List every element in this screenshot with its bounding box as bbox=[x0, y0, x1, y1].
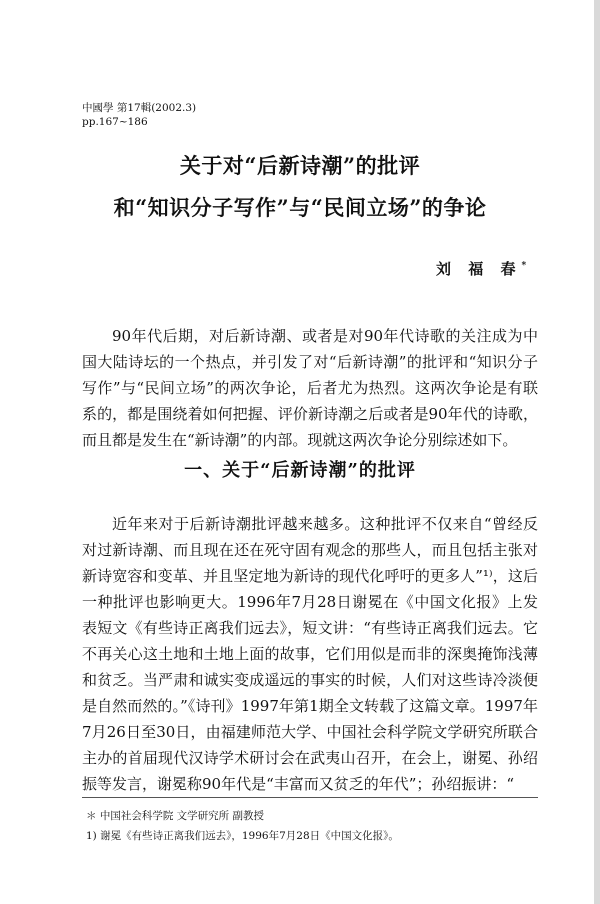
journal-pages: pp.167~186 bbox=[82, 116, 148, 128]
author-name: 刘 福 春 bbox=[436, 260, 522, 278]
title-line-2: 和“知识分子写作”与“民间立场”的争论 bbox=[113, 195, 487, 220]
scan-edge bbox=[594, 0, 600, 904]
journal-volume: 中國學 第17輯(2002.3) bbox=[82, 102, 197, 114]
footnote-divider bbox=[82, 797, 538, 798]
body-paragraph: 近年来对于后新诗潮批评越来越多。这种批评不仅来自“曾经反对过新诗潮、而且现在还在死守固有观念的那些人，而且包括主张对新诗宽容和变革、并且坚定地为新诗的现代化呼吁的更多人”¹⁾，这后一种批评也影响更大。1996年7月28日谢冕在《中国文化报》上发表短文《有些诗正离我们远去》，短文讲：“有些诗正离我们远去。它不再关心这土地和土地上面的故事，它们用似是而非的深奥掩饰浅薄和贫乏。当严肃和诚实变成遥远的事实的时候，人们对这些诗冷淡便是自然而然的。”《诗刊》1997年第1期全文转载了这篇文章。1997年7月26日至30日，由福建师范大学、中国社会科学院文学研究所联合主办的首届现代汉诗学术研讨会在武夷山召开，在会上，谢冕、孙绍振等发言，谢冕称90年代是“丰富而又贫乏的年代”；孙绍振讲：“ bbox=[82, 515, 538, 793]
author-affiliation-note: ＊ 中国社会科学院 文学研究所 副教授 bbox=[86, 810, 265, 822]
intro-paragraph: 90年代后期，对后新诗潮、或者是对90年代诗歌的关注成为中国大陆诗坛的一个热点，并引发了对“后新诗潮”的批评和“知识分子写作”与“民间立场”的两次争论，后者尤为热烈。这两次争论是有联系的，都是围绕着如何把握、评价新诗潮之后或者是90年代的诗歌，而且都是发生在“新诗潮”的内部。现就这两次争论分别综述如下。 bbox=[82, 327, 538, 449]
author bbox=[436, 258, 526, 279]
footnote-1: 1) 谢冕《有些诗正离我们远去》，1996年7月28日《中国文化报》。 bbox=[86, 830, 399, 842]
title-line-1: 关于对“后新诗潮”的批评 bbox=[179, 153, 421, 178]
footnotes bbox=[86, 806, 399, 846]
journal-info bbox=[82, 101, 196, 129]
section-heading: 一、关于“后新诗潮”的批评 bbox=[184, 460, 416, 481]
author-footnote-mark: * bbox=[521, 261, 527, 271]
